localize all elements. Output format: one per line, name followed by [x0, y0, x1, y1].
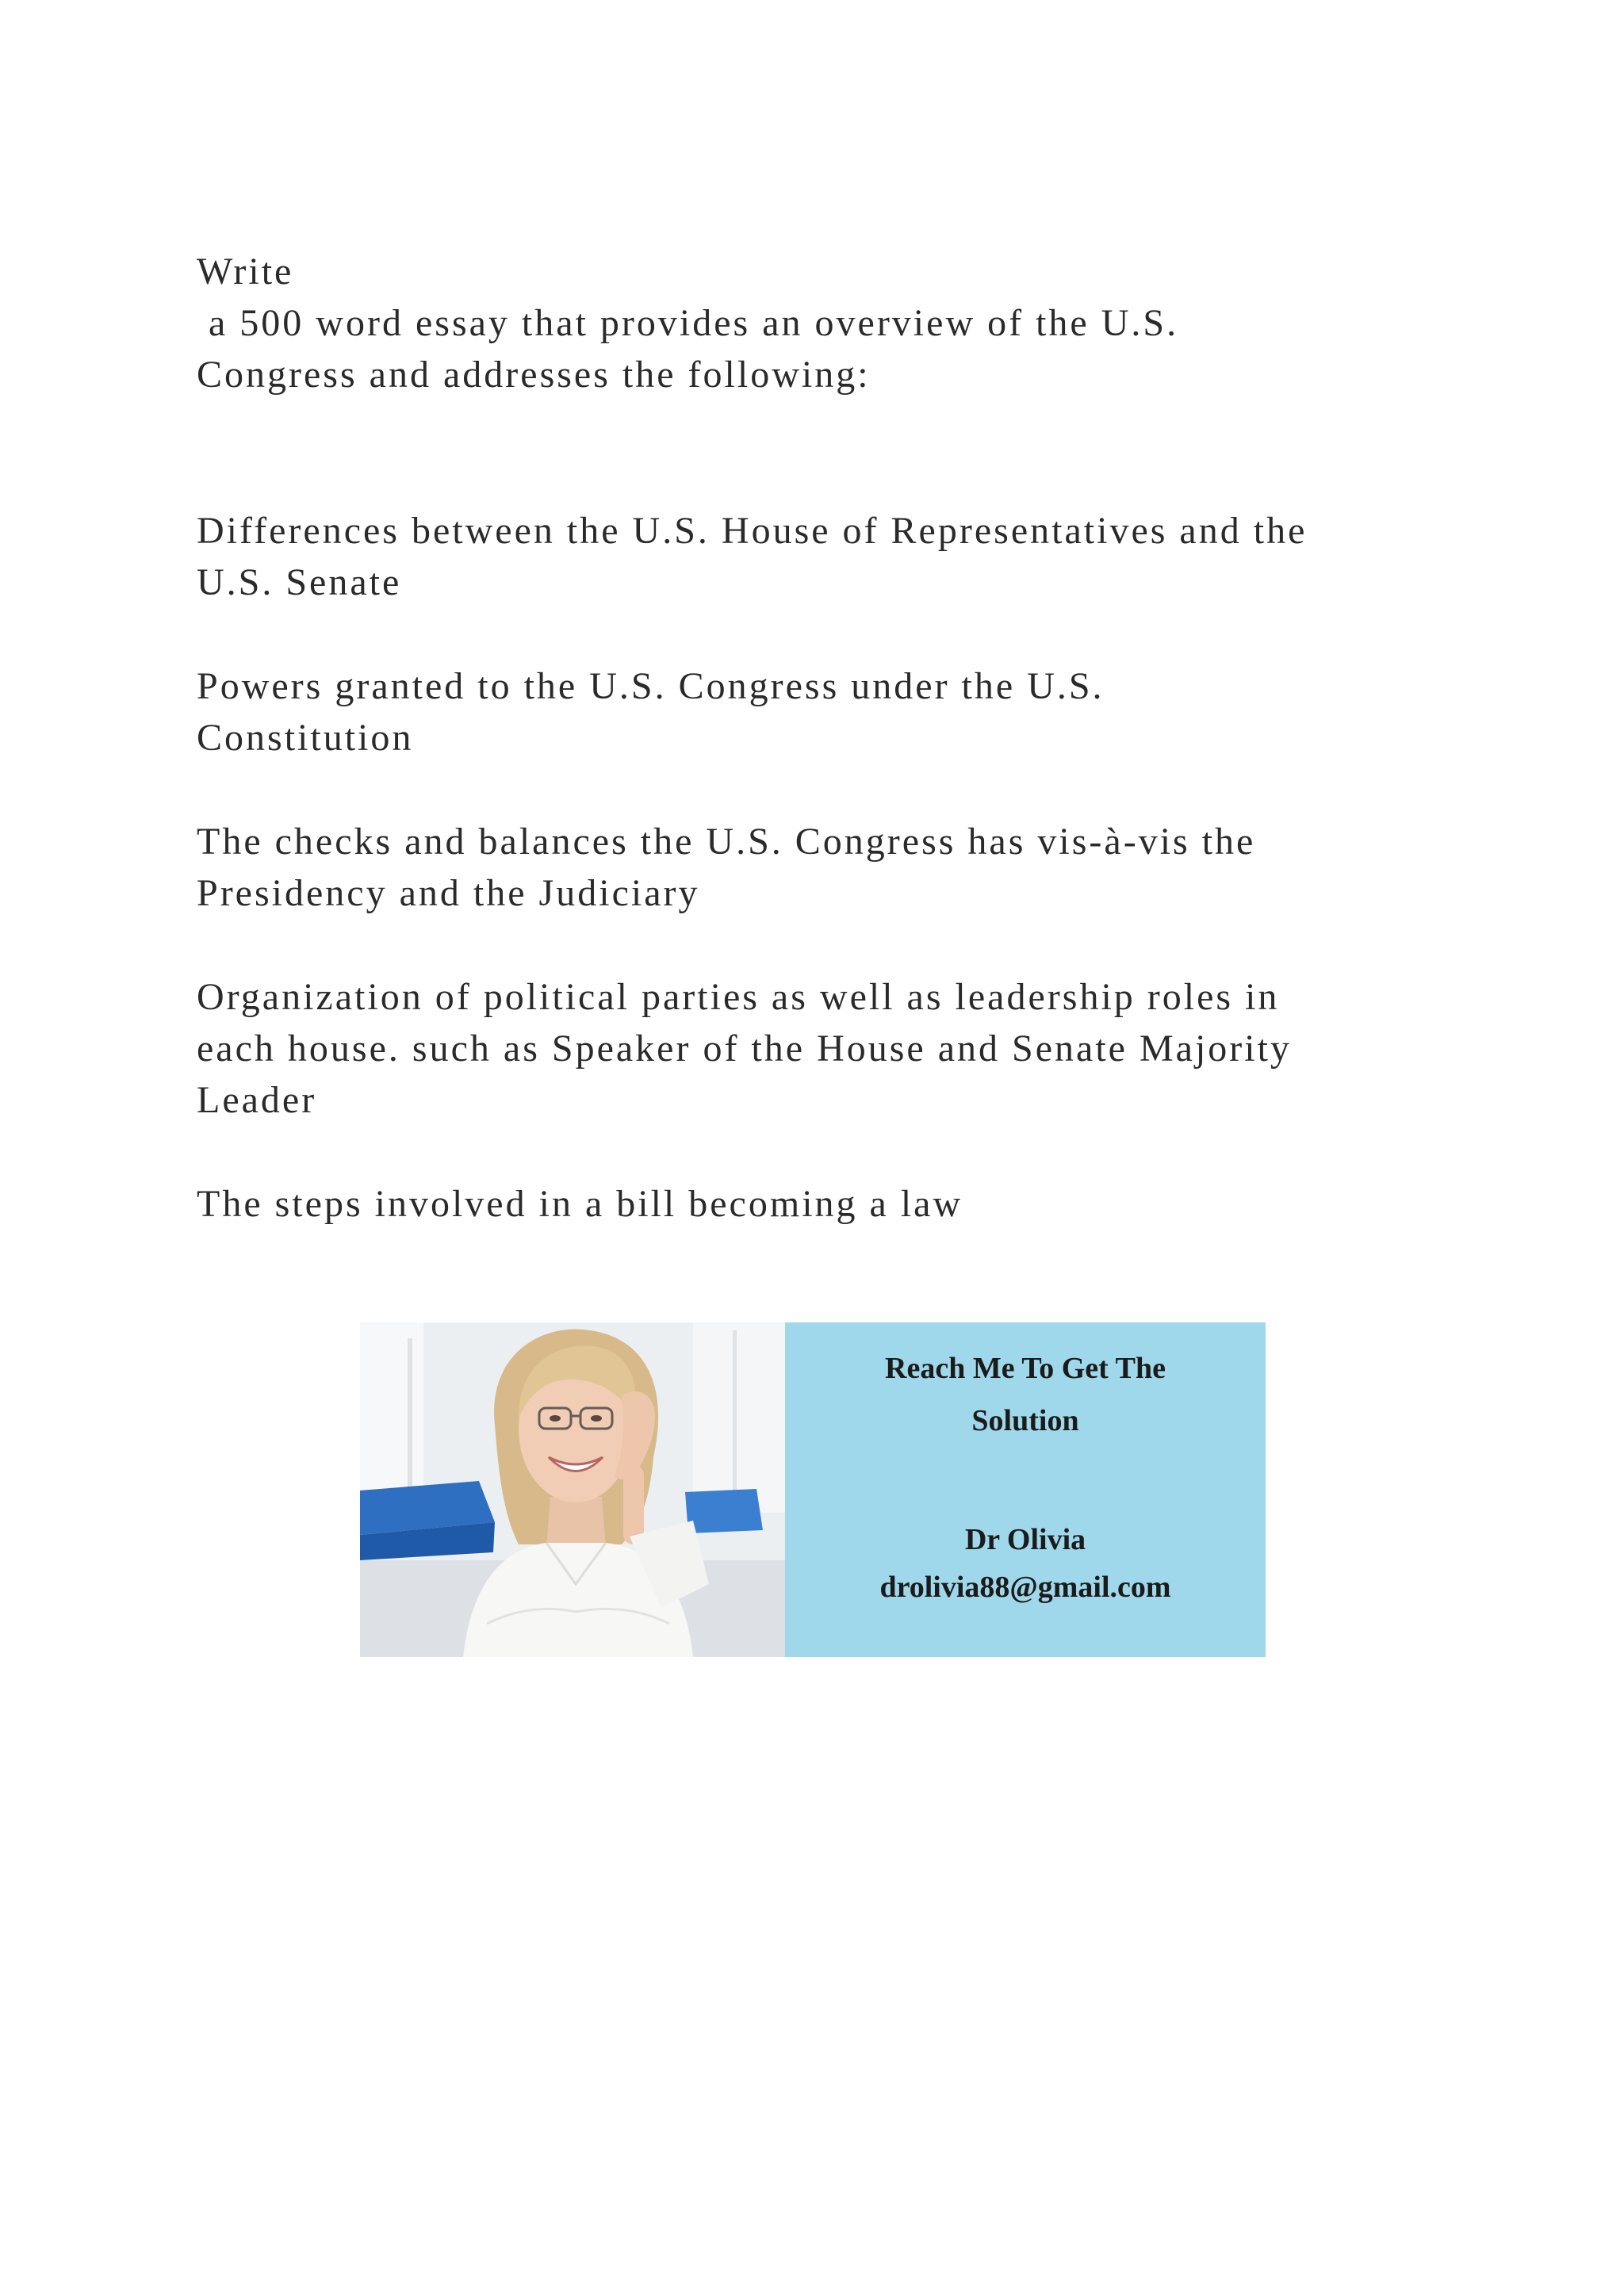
intro-line: Congress and addresses the following:	[197, 354, 871, 396]
cta-heading-line-2: Solution	[971, 1404, 1079, 1437]
contact-info-panel	[785, 1322, 1266, 1657]
requirement-item	[197, 660, 1450, 763]
contact-banner[interactable]	[360, 1322, 1266, 1657]
requirement-line: The steps involved in a bill becoming a law	[197, 1183, 963, 1225]
tutor-photo	[360, 1322, 785, 1657]
woman-portrait-icon	[360, 1322, 785, 1657]
requirement-line: Differences between the U.S. House of Representatives and the	[197, 510, 1308, 552]
requirement-line: Presidency and the Judiciary	[197, 872, 700, 914]
cta-heading-line-1: Reach Me To Get The	[885, 1352, 1166, 1385]
requirement-line: Powers granted to the U.S. Congress under the U.S.	[197, 665, 1105, 707]
requirement-line: each house. such as Speaker of the House and Senate Majority	[197, 1027, 1292, 1070]
contact-name: Dr Olivia	[964, 1523, 1086, 1556]
requirement-line: Leader	[197, 1079, 317, 1121]
intro-line: a 500 word essay that provides an overview of the U.S.	[197, 302, 1179, 344]
requirement-item	[197, 816, 1450, 919]
requirement-line: Organization of political parties as well as leadership roles in	[197, 976, 1280, 1018]
contact-email-link[interactable]: drolivia88@gmail.com	[879, 1571, 1171, 1604]
requirement-line: Constitution	[197, 717, 414, 759]
requirement-item	[197, 1178, 1450, 1230]
requirement-item	[197, 971, 1450, 1126]
intro-line: Write	[197, 251, 294, 293]
requirement-line: U.S. Senate	[197, 561, 402, 603]
requirement-line: The checks and balances the U.S. Congress has vis-à-vis the	[197, 821, 1256, 863]
requirement-item	[197, 505, 1450, 608]
intro-paragraph	[197, 246, 1450, 400]
